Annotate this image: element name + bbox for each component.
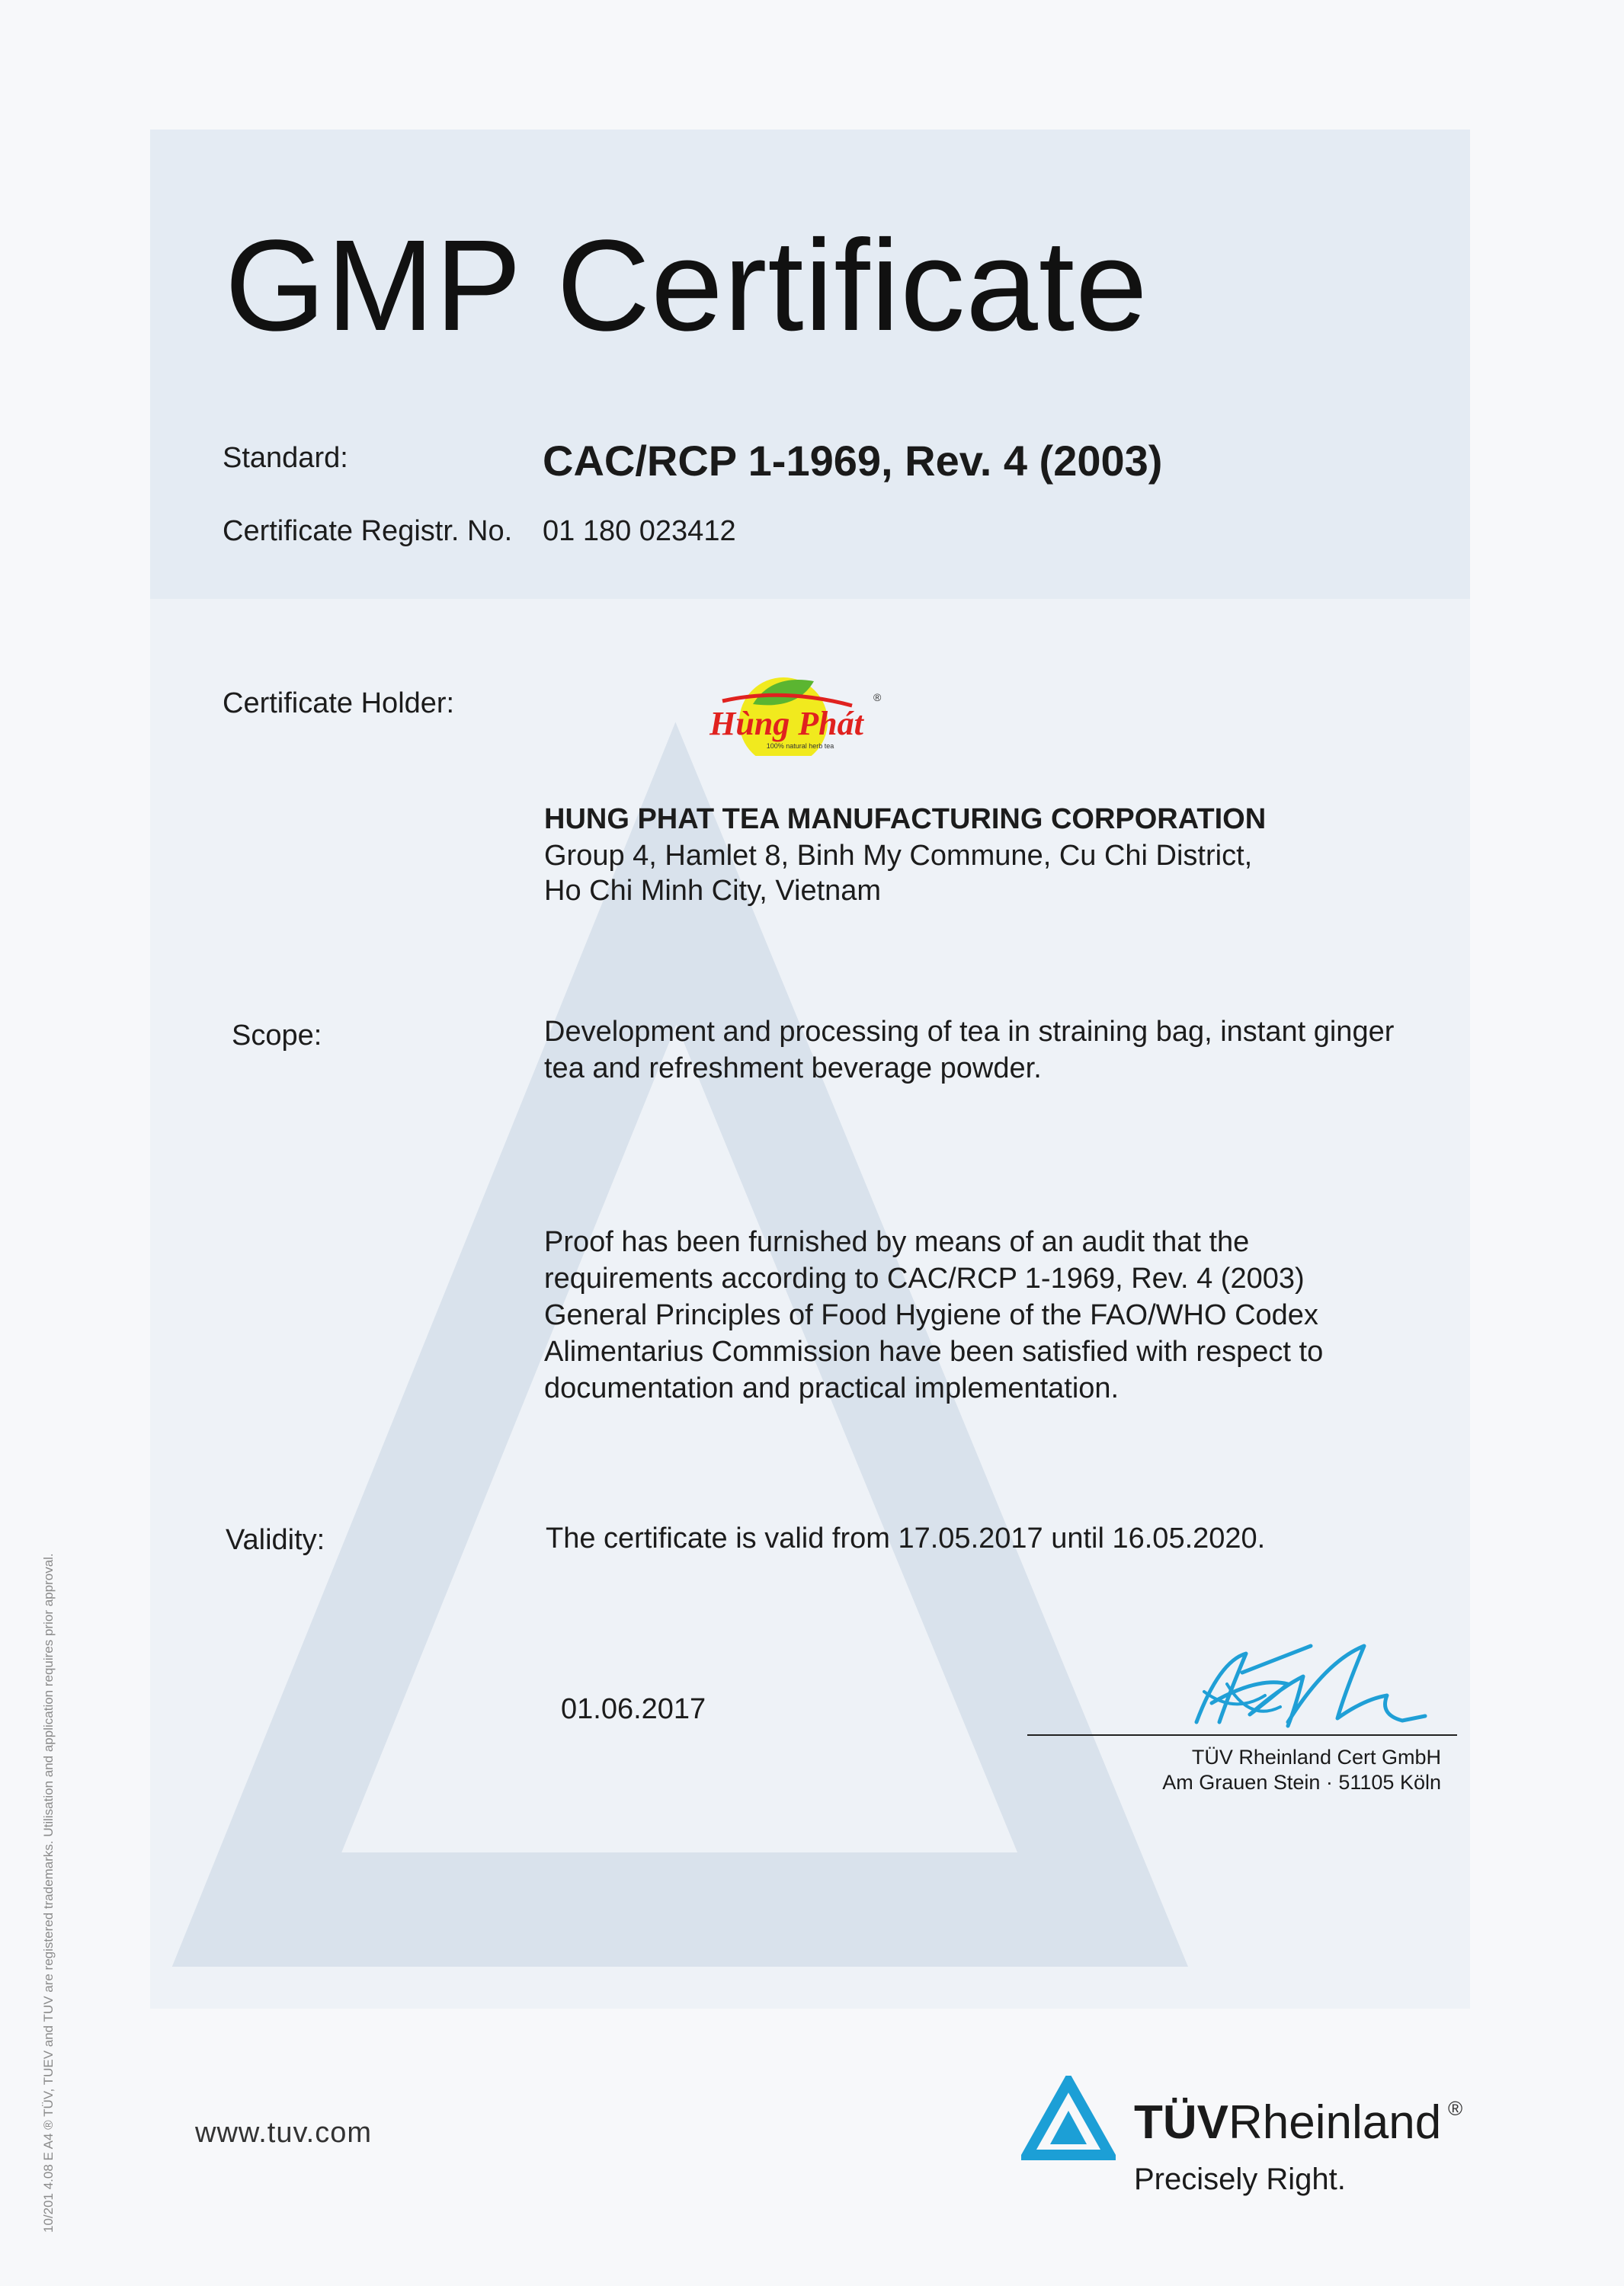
logo-text: Hùng Phát (709, 705, 863, 742)
proof-line-2: requirements according to CAC/RCP 1-1969, Rev. 4 (2003) (544, 1263, 1305, 1295)
address-line-1: Group 4, Hamlet 8, Binh My Commune, Cu Chi District, (544, 840, 1253, 872)
scope-line-1: Development and processing of tea in straining bag, instant ginger (544, 1016, 1395, 1048)
proof-line-3: General Principles of Food Hygiene of the FAO/WHO Codex (544, 1299, 1318, 1331)
brand-name-rest: Rheinland (1228, 2096, 1442, 2149)
proof-statement (544, 1224, 1323, 1407)
validity-label: Validity: (226, 1524, 325, 1556)
issuer-address: Am Grauen Stein · 51105 Köln (1162, 1771, 1441, 1794)
certificate-title: GMP Certificate (225, 213, 1148, 358)
website-link[interactable]: www.tuv.com (195, 2117, 373, 2149)
scope-line-2: tea and refreshment beverage powder. (544, 1052, 1042, 1084)
brand-name (1134, 2096, 1441, 2150)
signature-icon (1174, 1631, 1433, 1745)
address-line-2: Ho Chi Minh City, Vietnam (544, 875, 882, 907)
proof-line-4: Alimentarius Commission have been satisfied with respect to (544, 1336, 1324, 1368)
holder-label: Certificate Holder: (223, 687, 455, 719)
issuer-block (1162, 1745, 1441, 1795)
standard-value: CAC/RCP 1-1969, Rev. 4 (2003) (543, 437, 1163, 485)
brand-name-bold: TÜV (1134, 2096, 1228, 2149)
brand-tagline: Precisely Right. (1134, 2163, 1346, 2196)
registration-number: 01 180 023412 (543, 515, 736, 547)
tuv-triangle-logo-icon (1021, 2076, 1116, 2161)
logo-registered-mark: ® (873, 691, 882, 703)
company-name: HUNG PHAT TEA MANUFACTURING CORPORATION (544, 803, 1267, 835)
trademark-side-note: 10/201 4.08 E A4 ® TÜV, TUEV and TUV are registered trademarks. Utilisation and application requires prior approval. (41, 1553, 56, 2233)
scope-label: Scope: (232, 1020, 322, 1052)
hung-phat-logo-icon (700, 657, 898, 756)
registration-label: Certificate Registr. No. (223, 515, 513, 547)
company-logo (700, 657, 898, 756)
brand-registered-mark: ® (1448, 2097, 1463, 2120)
logo-tagline: 100% natural herb tea (766, 742, 834, 750)
scope-text (544, 1013, 1394, 1087)
standard-label: Standard: (223, 442, 348, 474)
signature-line (1027, 1734, 1457, 1736)
proof-line-1: Proof has been furnished by means of an audit that the (544, 1226, 1250, 1258)
issuer-name: TÜV Rheinland Cert GmbH (1191, 1746, 1441, 1769)
issue-date: 01.06.2017 (561, 1693, 706, 1725)
validity-text: The certificate is valid from 17.05.2017 until 16.05.2020. (546, 1522, 1266, 1554)
proof-line-5: documentation and practical implementation. (544, 1372, 1120, 1404)
